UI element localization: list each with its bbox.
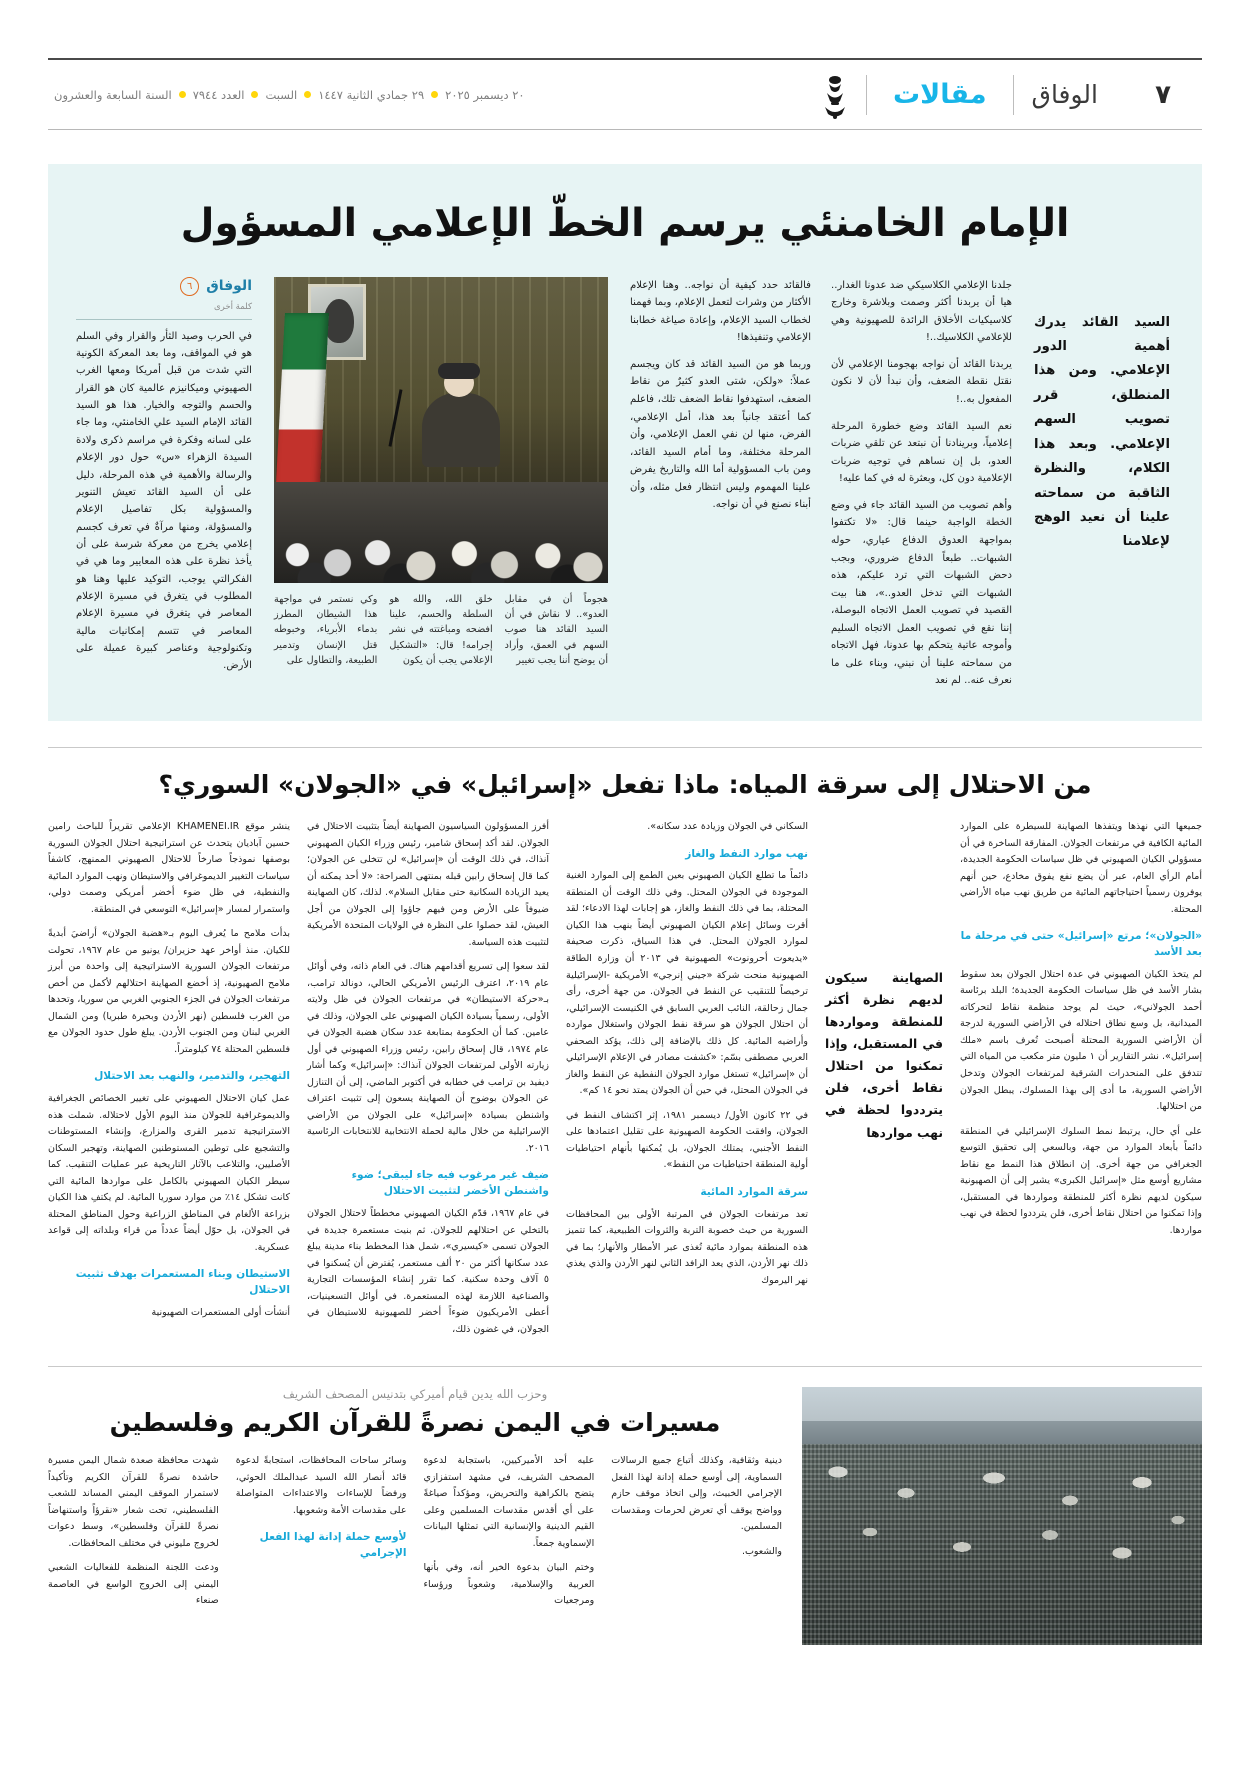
issue-meta <box>48 88 525 102</box>
lead-byline-column <box>76 277 252 675</box>
lead-column-2 <box>630 277 811 699</box>
separator-dot-icon <box>179 91 186 98</box>
yemen-column-1 <box>48 1453 219 1618</box>
paragraph: أنشأت أولى المستعمرات الصهيونية <box>151 1307 290 1319</box>
seated-figure-icon <box>414 369 506 465</box>
article-yemen-text <box>48 1387 782 1618</box>
paragraph: تعد مرتفعات الجولان في المرتبة الأولى بين المحافظات السورية من حيث خصوبة التربة والثروات الطبيعية، كما تتميز هذه المنطقة بموارد مائية تُغذى عبر الأمطار والأنهار؛ بما في ذلك نهر الأردن، الذي يعد الرافد الثاني لنهر الأردن والذي يغذي نهر اليرموك <box>566 1208 808 1286</box>
article-yemen <box>48 1366 1202 1645</box>
paragraph: جلدنا الإعلامي الكلاسيكي ضد عدونا الغدار.. هيا أن يربدنا أكثر وصمت وبلاشرة وخارج كلاسيكيات الأخلاق الرائدة للصهيونية وهي للإعلامي الكلاسيك..! <box>831 279 1012 344</box>
issue-weekday: السبت <box>265 87 298 102</box>
golan-column-3 <box>566 819 808 1297</box>
byline-number-icon: ٦ <box>180 277 199 296</box>
article-golan-title: من الاحتلال إلى سرقة المياه: ماذا تفعل «إسرائيل» في «الجولان» السوري؟ <box>158 770 1092 800</box>
lead-photo-caption <box>274 592 608 669</box>
lead-article-title: الإمام الخامنئي يرسم الخطّ الإعلامي المسؤول <box>180 201 1070 246</box>
byline-body-text: في الحرب وصيد الثأر والقرار وفي السلم هو في المواقف، وما بعد المعركة الكونية التي شدت من قبل أمريكا ومعها الغرب الصهيوني وميكانيزم عالمية كان هو القرار والحسم والتوجه والخيار. هذا هو السيد القائد الإمام السيد علي الخامنئي، وما جاء على لسانه وفكرة في مراسم ذكرى ولادة السيدة الزهراء «س» حول دور الإعلام والرسالة والأهمية في هذه المرحلة، دليل على أن السيد القائد تعيش التنوير والمسؤولية بكل تفاصيل الإعلام والمسؤولة، ومنها مرآةٌ في تعرف كجسم إعلامي يخرج من معركة شرسة على أن يأخذ نظرة على هذه المعايير وما هي في الفكرالتي يوجب، التوكيد عليها وهنا هو المطلوب في يتغرق في مسيرة الإعلام المعاصر في يتغرق في مسيرة الإعلام المعاصر في تتسم إمكانيات مالية وتكنولوجية وعناصر كبيرة عميلة على الأرض. <box>76 330 252 672</box>
lead-article <box>48 164 1202 721</box>
article-yemen-title: مسيرات في اليمن نصرةً للقرآن الكريم وفلسطين <box>109 1408 721 1438</box>
subheading: نهب موارد النفط والغاز <box>685 847 808 860</box>
lead-pullquote: السيد القائد يدرك أهمية الدور الإعلامي. ومن هذا المنطلق، قرر تصويب السهم الإعلامي. وبعد هذا الكلام، والنظرة الثاقبة من سماحته علينا أن نعيد الوهج لإعلامنا <box>1034 314 1170 550</box>
paragraph: ينشر موقع KHAMENEI.IR الإعلامي تقريراً للباحث رامين حسين آباديان يتحدث عن استراتيجية احتلال الجولان السورية بوصفها نموذجاً صارخاً للاحتلال الصهيوني الممنهج، كاشفاً سياسات التغيير الديموغرافي والاستيطان ونهب الموارد المائية والنفطية، في ظل ضوء أخضر أمريكي وصمت دولي، واستمرار لمسار «إسرائيل» التوسعي في المنطقة. <box>48 821 290 915</box>
paragraph: وأهم تصويب من السيد القائد جاء في وضع الخطة الواجبة حينما قال: «لا تكتفوا بمواجهة العدوق الدفاع عياري، حوله الشبهات.. طبعاً الدفاع ضروري، وبجب دحض الشبهات التي ترد عليكم، هذه الشبهات التي تدخل العدو..»، هنا بيت القصيد في تصويب العمل الاتجاه البوصلة، إننا نقع في تصويب العمل الاتجاه السليم وأموجه عاتية يتحكم بها عدونا، فهل الاتجاه من سماحته علينا أن نبني، وبناء على ما نعرف عنه.. لم نعد <box>831 499 1012 687</box>
paragraph: عليه أحد الأميركيين، باستجابة لدعوة المصحف الشريف، في مشهد استفزازي يتضح بالكراهية والتحريض، ومؤكداً صياغةً على أي أقدس مقدسات المسلمين وعلى القيم الدينية والإنسانية التي تمثلها البيانات الإسماوية جمعاً. <box>423 1455 595 1549</box>
article-yemen-columns <box>48 1453 782 1618</box>
yemen-mass-rally-photo <box>802 1387 1202 1645</box>
paragraph: لقد سعوا إلى تسريع أقدامهم هناك. في العام ذاته، وفي أوائل عام ٢٠١٩، اعترف الرئيس الأمريكي الحالي، دونالد ترامب، بـ«حركة الاستيطان» في مرتفعات الجولان في ظل ولايته الأولى، رسمياً بسيادة الكيان الصهيوني على الجولان، وذلك في عامين. كما أن الحكومة بمتابعة عدد سكان هضبة الجولان في عام ١٩٧٤، قال إسحاق رابين، رئيس وزراء الصهيوني في أول زيارته الأولى لمرتفعات الجولان آنذاك: «إسرائيل» وكما أشار ديفيد بن ترامب في خطابه في أكتوبر الماضي، إلى أن التنازل عن الجولان بوضوح أن الصهاينة يسعون إلى تثبيت اعتراف واشنطن بسيادة «إسرائيل» على الجولان من الأراضي الإسرائيلية من خلال مالية لحملة الانتخابية للانتخابات الرئاسية ٢٠١٦. <box>307 961 550 1154</box>
golan-column-4 <box>960 819 1202 1247</box>
subheading: التهجير، والتدمير، والنهب بعد الاحتلال <box>94 1070 290 1083</box>
newspaper-page <box>0 58 1250 1792</box>
paragraph: شهدت محافظة صعدة شمال اليمن مسيرة حاشدة نصرةً للقرآن الكريم وتأكيداً لاستمرار الموقف اليمني المساند للشعب الفلسطيني، تحت شعار «نقرؤاً واستنهاضاً نصرةً للقرآن وفلسطين»، وسط دعوات لخروج مليوني في مختلف المحافظات. <box>48 1455 219 1549</box>
paragraph: جميعها التي نهذها ويتفذها الصهاينة للسيطرة على الموارد المائية الكافية في مرتفعات الجولان. المفارقة الساخرة في أن مسؤولي الكيان الصهيوني في ظل سياسات الحكومة الجديدة، أمام الرأي العام، عبر أن يضع نفع يفوق مخادع، حين أنهم يوفرون رسمياً احتياجاتهم المائية من طريق نهب مياه الأراضي المحتلة. <box>960 821 1202 915</box>
subheading: الاستيطان وبناء المستعمرات بهدف تثبيت الاحتلال <box>75 1268 290 1297</box>
paragraph: لم يتخذ الكيان الصهيوني في عدة احتلال الجولان بعد سقوط بشار الأسد في ظل سياسات الحكومة الجديدة؛ البلد برئاسة أحمد الجولاني»، حيث لم يوجد منظمة نقاط لتحركاته الميدانية، بل وسع نطاق احتلاله في الأراضي السورية لدرجة أن الأراضي السورية المحتلة أصبحت تُعرف باسم «ملك إسرائيل». نشر التقارير أن ١ مليون متر مكعب من المياه التي تتدفق على المنحدرات الشرقية لمرتفعات الجولان وتدخل الأراضي السورية، ما أدى إلى بهذا المسلوك، يبطل الجولان من احتلالها. <box>960 968 1203 1113</box>
golan-pullquote: الصهاينة سيكون لديهم نظرة أكثر للمنطقة ومواردها في المستقبل، وإذا تمكنوا من احتلال نقاط أخرى، فلن يترددوا لحظة في نهب مواردها <box>825 970 943 1140</box>
masthead <box>48 58 1202 130</box>
paragraph: يربدنا القائد أن نواجه بهجومنا الإعلامي لأن نقتل نقطة الضعف، وأن نبدأ لأن لا نكون المفعول به..! <box>831 358 1012 406</box>
paragraph: عمل كيان الاحتلال الصهيوني على تغيير الخصائص الجغرافية والديموغرافية للجولان منذ اليوم الأول لاحتلاله. شملت هذه الاستراتيجية تدمير القرى والمزارع، وإنشاء المستوطنات والتشجيع على توطين المستوطنين الصهاينة، وتهجير السكان الأصليين، والتلاعب بالآثار التاريخية عبر عمليات التنقيب. كما سيطر الكيان الصهيوني بالكامل على مواردها المائية التي كانت تشكل ١٤٪ من موارد سوريا المائية. لم يكتفِ هذا الكيان بزراعة الألغام في المناطق الزراعية وحول المناطق المحتلة في الجولان، بل حوّل أيضاً عدداً من قراء وبلداته إلى قواعد عسكرية. <box>48 1093 290 1253</box>
page-number: ٧ <box>1155 79 1171 110</box>
masthead-divider-2 <box>866 75 867 115</box>
golan-column-1 <box>48 819 290 1330</box>
paragraph: وختم البيان بدعوة الخير أنه، وفي بأنها العربية والإسلامية، وشعوباً ورؤساء ومرجعيات <box>423 1562 595 1607</box>
byline-subtitle: كلمة أخرى <box>76 302 252 320</box>
byline-name: الوفاق <box>206 278 252 295</box>
lead-pullquote-column <box>1034 277 1174 555</box>
paragraph: في عام ١٩٦٧، قدّم الكيان الصهيوني مخططاً لاحتلال الجولان بالتخلي عن احتلالهم للجولان. ثم بنيت مستعمرة جديدة في الجولان تسمى «كيسيري»، شمل هذا المخطط بناء مدينة يبلغ عدد سكانها أكثر من ٢٠ ألف مستعمر، يُفترض أن يُسكنوا في ٥ آلاف وحدة سكنية. كما تقرر إنشاء المؤسسات التجارية والصناعية اللازمة لهذه المستعمرة. في أوائل التسعينيات، أعطى الأمريكيون ضوءاً أخضر للصهيونية للاستيطان في الجولان، في غضون ذلك، <box>307 1208 549 1335</box>
paragraph: على أي حال، يرتبط نمط السلوك الإسرائيلي في المنطقة دائماً بأبعاد الموارد من جهة، وبالسعي إلى تحقيق التوسع الجغرافي من جهة أخرى. إن انطلاق هذا النمط مع نقاط مشاريع أوسع مثل «إسرائيل الكبرى» يشير إلى أن الصهيونية سيكون لديهم نظرة أكثر للمنطقة ومواردها في المستقبل، وإذا تمكنوا من احتلال نقاط أخرى، فلن يترددوا لحظة في نهب مواردها. <box>960 1125 1202 1236</box>
lead-column-1 <box>831 277 1012 699</box>
paragraph: وسائر ساحات المحافظات، استجابةً لدعوة قائد أنصار الله السيد عبدالملك الحوثي، ورفضاً للإساءات والاعتداءات المتواصلة على مقدسات الأمة وشعوبها. <box>235 1455 407 1516</box>
caption-part-mid: خلق الله، والله هو السلطة والحسم، علينا افضحه ومباغتته في نشر إجرامه! قال: «التشكيل الإعلامي يجب أن يكون <box>389 593 493 667</box>
yemen-column-4 <box>611 1453 782 1568</box>
quran-calligraphy-icon <box>812 69 858 121</box>
subheading: لأوسع حملة إدانة لهذا الفعل الإجرامي <box>259 1531 407 1560</box>
separator-dot-icon <box>251 91 258 98</box>
issue-year: السنة السابعة والعشرون <box>54 87 172 102</box>
issue-date: ٢٠ ديسمبر ٢٠٢٥ <box>445 87 525 102</box>
issue-hijri-date: ٢٩ جمادي الثانية ١٤٤٧ <box>318 87 425 102</box>
paragraph: في ٢٢ كانون الأول/ ديسمبر ١٩٨١، إثر اكتشاف النفط في الجولان، وافقت الحكومة الصهيونية على تقليل اعتمادها على النفط الأجنبي، يمتلك الجولان، بل يُمكنها بأنهام احتياطيات أولية المنطقة احتياطيات من النفط». <box>566 1109 808 1171</box>
yemen-column-2 <box>236 1453 407 1568</box>
paragraph: وربما هو من السيد القائد قد كان ويجسم عملاً: «ولكن، شتى العدو كثيرٌ من نقاط الضعف، استهدفوا نقاط الضعف تلك، فاعلم كما أعتقد جانباً بعد هذا، أمل الإعلامي، الفرض، منها لن نفي العمل الإعلامي، وأن المرحلة مختلفة، وما أمام السيد القائد، ومن باب المسؤولية أما الله والتاريخ يفرض علينا المهموم وليس انتظار فعل مثله، وأن أبناء نصنع في أن نواجه. <box>630 358 811 511</box>
lead-text-columns <box>630 277 1012 699</box>
article-golan <box>48 747 1202 1346</box>
paragraph: دينية وثقافية، وكذلك أتباع جميع الرسالات السماوية، إلى أوسع حملة إدانة لهذا الفعل الإجرامي الخبيث، وإلى اتخاذ موقف حازم وواضح يوقف أي تعرض لحرمات ومقدسات المسلمين. <box>611 1455 782 1533</box>
leader-speech-photo <box>274 277 608 583</box>
paragraph: بدأت ملامح ما يُعرف اليوم بـ«هضبة الجولان» أراضيَ أبديةً للكيان. منذ أواخر عهد حزيران/ يونيو من عام ١٩٦٧، تحولت مرتفعات الجولان السورية الاستراتيجية إلى واحدة من أبرز ملامح الصهيونية، إذ أخضع الصهاينة احتلالهم لأكمل من أخص مرتفعات الجولان في الجزء الجنوبي الغربي من سوريا، وتحدها من الغرب فلسطين (نهر الأردن وبحيرة طبريا) ومن الشمال الغربي لبنان ومن الجنوب الأردن. يبلغ طول حدود الجولان مع فلسطين المحتلة ٧٤ كيلومتراً. <box>48 928 290 1055</box>
paragraph: ودعت اللجنة المنظمة للفعاليات الشعبي اليمني إلى الخروج الواسع في العاصمة صنعاء <box>48 1562 219 1607</box>
caption-part-right: وكي نستمر في مواجهة هذا الشيطان المطرز بدماء الأبرياء، وخبوطه قتل الإنسان وتدمير الطبيعة، والتطاول على <box>274 593 378 667</box>
paragraph: والشعوب. <box>741 1545 782 1557</box>
issue-number: العدد ٧٩٤٤ <box>192 87 245 102</box>
caption-part-left: هجوماً أن في مقابل العدو».. لا نقاش في أن السيد القائد هنا صوب السهم في العمق، وأراد أن يوضح أننا يجب تغيير <box>504 593 608 667</box>
paragraph: نعم السيد القائد وضع خطورة المرحلة إعلامياً، وبرينادنا أن نبتعد عن تلقي ضربات العدو، بل إن نساهم في توجيه ضربات الإعلامية دون كل، وبعثرة له في كما عليه! <box>831 420 1012 485</box>
section-title: مقالات <box>893 79 987 110</box>
article-yemen-kicker: وحزب الله يدين قيام أميركي بتدنيس المصحف الشريف <box>282 1387 548 1402</box>
masthead-divider <box>1013 75 1014 115</box>
paper-name: الوفاق <box>1031 80 1098 109</box>
separator-dot-icon <box>304 91 311 98</box>
byline-badge <box>76 277 252 296</box>
separator-dot-icon <box>431 91 438 98</box>
subheading: «الجولان»؛ مرتع «إسرائيل» حتى في مرحلة ما بعد الأسد <box>960 930 1202 958</box>
paragraph: السكاني في الجولان وزيادة عدد سكانه». <box>647 821 808 833</box>
audience-crowd <box>274 482 608 583</box>
golan-column-2 <box>307 819 549 1346</box>
paragraph: أفرز المسؤولون السياسيون الصهاينة أيضاً بتثبيت الاحتلال في الجولان. لقد أكد إسحاق شامير، رئيس وزراء الكيان الصهيوني آنذاك، في ذلك الوقت أن «إسرائيل» لن تتخلى عن الجولان؛ كما قال إسحاق رابين قبله بمنتهى الصراحة: «لا أحد يمكنه أن يعيد الزيادة السكانية حتى مقابل السلام». لذلك، كان الصهاينة ضيوفاً على الأرض ومن فيهم جاؤوا إلى الجولان من أجل العيش، لقد حصلوا على النظرة في الولايات المتحدة الأمريكية لتثبيت هذه السياسة. <box>307 821 549 948</box>
lead-photo-column <box>274 277 608 669</box>
paragraph: فالقائد حدد كيفية أن نواجه.. وهنا الإعلام الأكثار من وشرات لتعمل الإعلام، وبما فهمنا لخطاب السيد الإعلام، وإعادة صياغة خطابنا الإعلامي وتنفيذها! <box>630 279 811 344</box>
subheading: سرقة الموارد المائية <box>700 1185 808 1198</box>
subheading: ضيف غير مرغوب فيه جاء ليبقى؛ ضوء واشنطن الأخضر لتثبيت الاحتلال <box>351 1169 549 1198</box>
yemen-column-3 <box>424 1453 595 1618</box>
article-golan-columns <box>48 819 1202 1346</box>
paragraph: دائماً ما تطلع الكيان الصهيوني بعين الطمع إلى الموارد الغنية الموجودة في الجولان المحتل. وفي ذلك الوقت أن المنطقة المحتلة، بما في ذلك النفط والغاز، هو إجابات لهذا الادعاء؛ لقد أقرت وسائل إعلام الكيان الصهيوني أيضاً بنهب هذا الكيان لموارد الجولان المحتل. في هذا السياق، ذكرت صحيفة «يديعوت أحرونوت» الصهيونية في ٢٠١٣ أن وزارة الطاقة الصهيونية منحت شركة «جيني إنرجي» الأمريكية -الإسرائيلية ترخيصاً للتنقيب عن النفط في الجولان. من جهة أخرى، رأى جمال زحالقة، النائب العربي السابق في الكنيست الإسرائيلي، أن احتلال الجولان هو سرقة نفط الجولان واستغلال موارده وأراضيه المائية. كل ذلك بالإضافة إلى ذلك، يؤكد الصحفي العربي مصطفى بسّم: «كشفت مصادر في الإعلام الإسرائيلي أن «إسرائيل» تستغل موارد الجولان النفطية عن النفط والغاز في الجولان المحتل، في حين أن الجولان يمتد نحو ١٤ كم». <box>566 870 808 1097</box>
